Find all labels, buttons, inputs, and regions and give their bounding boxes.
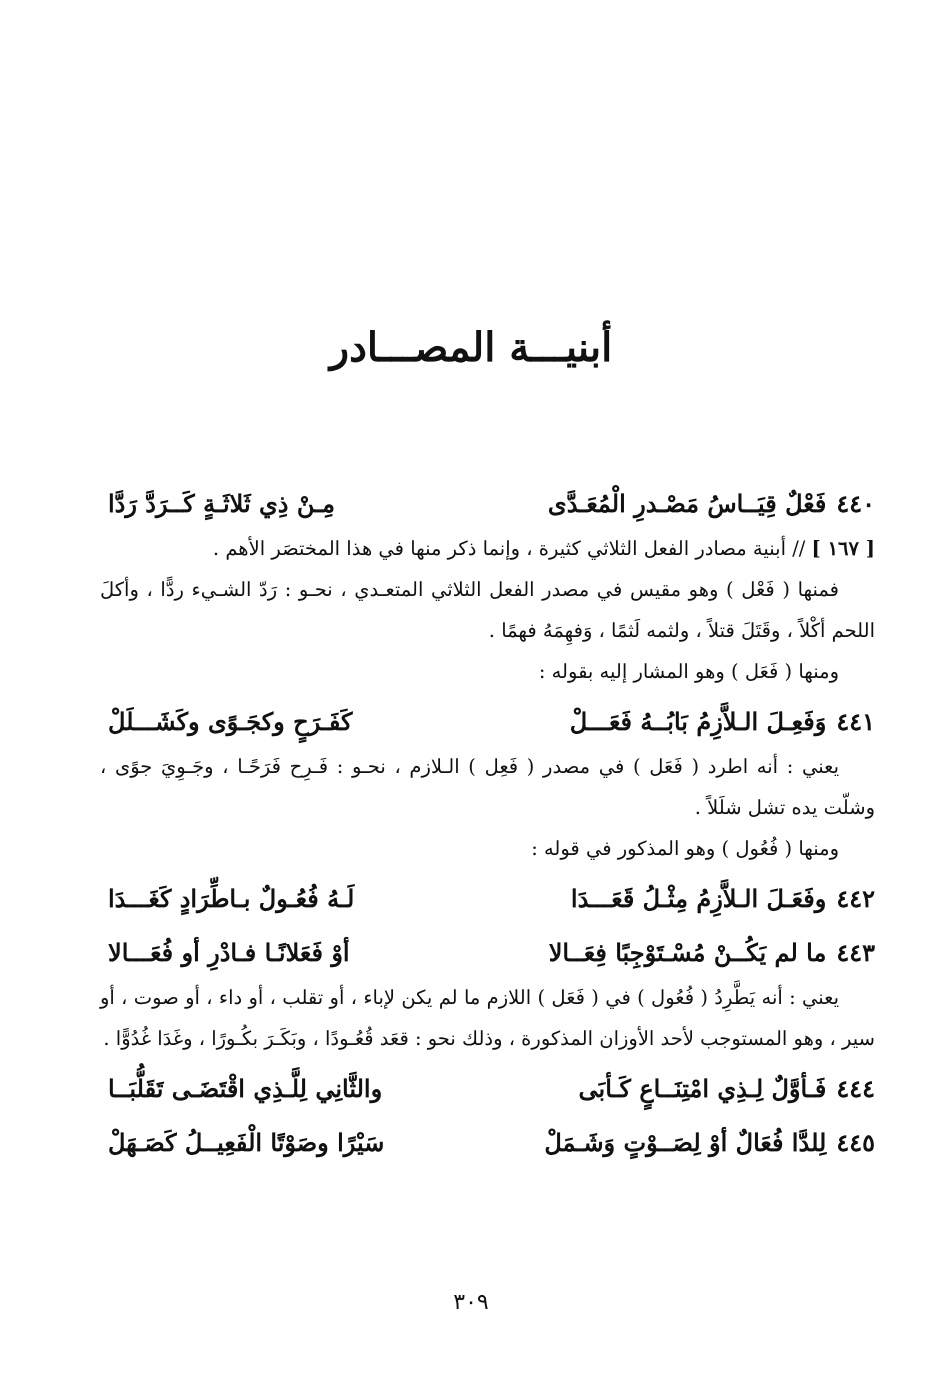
verse-first-hemistich: فَـأوَّلٌ لِـذِي امْتِنَــاعٍ كَـأبَى (578, 1074, 827, 1103)
paragraph-text: // أبنية مصادر الفعل الثلاثي كثيرة ، وإنما ذكر منها في هذا المختصَر الأهم . (212, 537, 806, 560)
verse-number: ٤٤٥ (836, 1128, 875, 1157)
verse-number: ٤٤٤ (836, 1074, 875, 1103)
verse-445 (100, 1119, 875, 1167)
verse-441 (100, 698, 875, 746)
reference-marker: [ ١٦٧ ] (811, 537, 875, 560)
verse-number: ٤٤٣ (836, 938, 875, 967)
verse-440 (100, 480, 875, 528)
paragraph: ومنها ( فُعُول ) وهو المذكور في قوله : (531, 837, 839, 860)
page-number: ٣٠٩ (453, 1290, 489, 1315)
verse-second-hemistich: كَفَـرَحٍ وكجَـوًى وكَشَـــلَلْ (108, 707, 353, 736)
verse-first-hemistich: فَعْلٌ قِيَــاسُ مَصْـدرِ الْمُعَـدَّى (547, 489, 827, 518)
page-content (100, 474, 875, 1167)
paragraph: يعني : أنه يَطَّرِدُ ( فُعُول ) في ( فَعَل ) اللازم ما لم يكن لإباء ، أو تقلب ، أو داء ، أو صوت ، أو سير ، وهو المستوجب لأحد الأوزان المذكورة ، وذلك نحو : قعَد قُعُـودًا ، وبَكَـرَ بكُـورًا ، وغَدَا غُدُوًّا . (100, 986, 875, 1050)
verse-first-hemistich: ما لم يَكُــنْ مُسْـتَوْجِبًا فِعَــالا (548, 938, 827, 967)
verse-444 (100, 1065, 875, 1113)
verse-second-hemistich: مِـنْ ذِي ثَلاثَـةٍ كَــرَدَّ رَدَّا (108, 489, 335, 518)
paragraph: ومنها ( فَعَل ) وهو المشار إليه بقوله : (538, 660, 839, 683)
chapter-title: أبنيـــة المصـــادر (329, 324, 613, 371)
paragraph: فمنها ( فَعْل ) وهو مقيس في مصدر الفعل الثلاثي المتعـدي ، نحـو : رَدّ الشـيء ردًّا ، وأكلَ اللحم أكْلاً ، وقَتَلَ قتلاً ، ولثمه لَثمًا ، وَفهِمَهُ فهمًا . (100, 578, 875, 642)
verse-first-hemistich: لِلدَّا فُعَالٌ أوْ لِصَــوْتٍ وَشَـمَلْ (544, 1128, 827, 1157)
verse-second-hemistich: أوْ فَعَلانًـا فـادْرِ أو فُعَـــالا (108, 938, 350, 967)
paragraph: يعني : أنه اطرد ( فَعَل ) في مصدر ( فَعِل ) الـلازم ، نحـو : فَـرِح فَرَحًـا ، وجَـوِيَ جوًى ، وشلّت يده تشل شلَلاً . (100, 755, 875, 819)
verse-443 (100, 929, 875, 977)
paragraph (100, 528, 875, 569)
verse-second-hemistich: لَـهُ فُعُـولٌ بـاطِّرَادٍ كَغَـــدَا (108, 884, 355, 913)
verse-second-hemistich: سَيْرًا وصَوْتًا الْفَعِيــلُ كَصَـهَلْ (108, 1128, 385, 1157)
verse-second-hemistich: والثَّانِي لِلَّـذِي اقْتَضَـى تَقَلُّبَــا (108, 1074, 383, 1103)
verse-number: ٤٤٠ (836, 489, 875, 518)
verse-number: ٤٤٢ (836, 884, 875, 913)
verse-number: ٤٤١ (836, 707, 875, 736)
verse-first-hemistich: وَفَعِـلَ الـلاَّزِمُ بَابُــهُ فَعَـــلْ (569, 707, 827, 736)
verse-first-hemistich: وفَعَـلَ الـلاَّزِمُ مِثْـلُ قَعَـــدَا (570, 884, 827, 913)
verse-442 (100, 875, 875, 923)
